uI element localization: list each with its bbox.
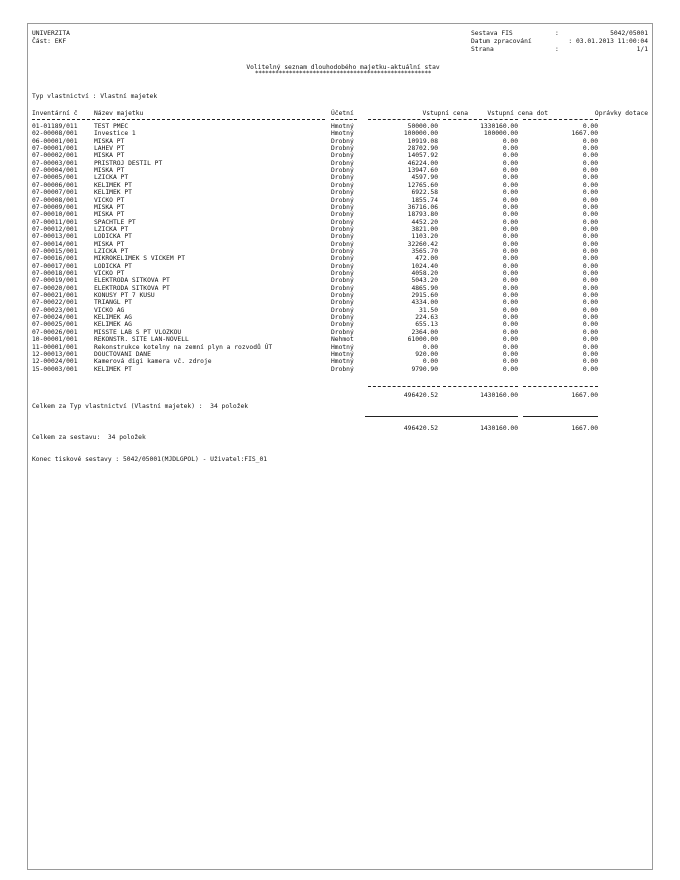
cell-inventory-no: 07-00020/001 — [32, 284, 78, 292]
table-row — [28, 344, 652, 351]
cell-asset-name: LODICKA PT — [94, 233, 132, 241]
cell-input-price-additional: 0.00 — [502, 321, 518, 329]
cell-adjustments: 0.00 — [582, 167, 598, 175]
cell-asset-name: VICKO PT — [94, 196, 125, 204]
total-adj: 1667.00 — [571, 425, 598, 432]
cell-input-price-additional: 0.00 — [502, 181, 518, 189]
cell-input-price: 4865.90 — [411, 284, 438, 292]
table-row — [28, 366, 652, 373]
cell-asset-name: SPACHTLE PT — [94, 218, 136, 226]
cell-input-price-additional: 0.00 — [502, 240, 518, 248]
cell-input-price: 655.13 — [415, 321, 438, 329]
page-number: 1/1 — [636, 46, 648, 53]
header-rule-price — [368, 119, 440, 120]
cell-input-price: 61000.00 — [407, 336, 438, 344]
cell-account-type: Drobný — [331, 321, 354, 329]
cell-input-price-additional: 0.00 — [502, 233, 518, 241]
cell-adjustments: 0.00 — [582, 336, 598, 344]
report-colon: : — [555, 30, 559, 37]
cell-input-price-additional: 0.00 — [502, 152, 518, 160]
cell-asset-name: KELIMEK PT — [94, 189, 132, 197]
cell-adjustments: 0.00 — [582, 174, 598, 182]
cell-asset-name: VICKO AG — [94, 306, 125, 314]
col-input-price-additional: Vstupní cena dot — [487, 110, 548, 117]
subtotal-adj: 1667.00 — [571, 392, 598, 399]
subtotal-price: 496420.52 — [403, 392, 438, 399]
cell-input-price-additional: 0.00 — [502, 255, 518, 263]
cell-asset-name: TRIANGL PT — [94, 299, 132, 307]
cell-account-type: Drobný — [331, 262, 354, 270]
cell-input-price-additional: 0.00 — [502, 306, 518, 314]
cell-adjustments: 0.00 — [582, 314, 598, 322]
cell-input-price: 4452.20 — [411, 218, 438, 226]
table-row — [28, 241, 652, 248]
cell-inventory-no: 12-00024/001 — [32, 358, 78, 366]
table-row — [28, 130, 652, 137]
cell-inventory-no: 07-00021/001 — [32, 292, 78, 300]
cell-input-price-additional: 0.00 — [502, 218, 518, 226]
cell-input-price: 6922.58 — [411, 189, 438, 197]
cell-adjustments: 0.00 — [582, 159, 598, 167]
cell-asset-name: PRISTROJ DESTIL PT — [94, 159, 163, 167]
cell-inventory-no: 10-00001/001 — [32, 336, 78, 344]
cell-inventory-no: 07-00004/001 — [32, 167, 78, 175]
cell-account-type: Drobný — [331, 159, 354, 167]
cell-asset-name: KELIMEK AG — [94, 321, 132, 329]
report-end-line: Konec tiskové sestavy : 5042/05001(MJDLGPOL) - Uživatel:FIS_01 — [32, 456, 268, 463]
cell-input-price-additional: 0.00 — [502, 174, 518, 182]
header-rule-name — [32, 119, 325, 120]
cell-inventory-no: 07-00011/001 — [32, 218, 78, 226]
cell-input-price-additional: 0.00 — [502, 211, 518, 219]
cell-input-price-additional: 1330160.00 — [480, 123, 518, 130]
subtotal-rule-price — [368, 386, 440, 387]
cell-input-price: 2364.00 — [411, 328, 438, 336]
cell-input-price: 224.63 — [415, 314, 438, 322]
cell-inventory-no: 06-00001/001 — [32, 137, 78, 145]
cell-input-price: 4058.20 — [411, 270, 438, 277]
cell-asset-name: ELEKTRODA SITKOVA PT — [94, 277, 170, 285]
cell-input-price: 920.00 — [415, 350, 438, 358]
cell-input-price-additional: 0.00 — [502, 328, 518, 336]
cell-input-price-additional: 0.00 — [502, 299, 518, 307]
cell-inventory-no: 07-00018/001 — [32, 270, 78, 277]
cell-account-type: Nehmot — [331, 336, 354, 344]
total-price: 496420.52 — [403, 425, 438, 432]
cell-asset-name: Investice 1 — [94, 130, 136, 138]
cell-inventory-no: 07-00013/001 — [32, 233, 78, 241]
title-underline: **************************************************** — [254, 70, 432, 77]
cell-asset-name: LODICKA PT — [94, 262, 132, 270]
cell-asset-name: LZICKA PT — [94, 247, 129, 255]
cell-input-price: 10919.08 — [407, 137, 438, 145]
cell-inventory-no: 07-00005/001 — [32, 174, 78, 182]
cell-account-type: Drobný — [331, 255, 354, 263]
cell-inventory-no: 07-00017/001 — [32, 262, 78, 270]
total-price-add: 1430160.00 — [480, 425, 518, 432]
cell-adjustments: 0.00 — [582, 233, 598, 241]
table-row — [28, 277, 652, 284]
cell-input-price-additional: 0.00 — [502, 336, 518, 344]
subtotal-rule-adj — [523, 386, 598, 387]
subtotal-price-add: 1430160.00 — [480, 392, 518, 399]
cell-asset-name: ELEKTRODA SITKOVA PT — [94, 284, 170, 292]
table-row — [28, 255, 652, 262]
cell-input-price: 14057.92 — [407, 152, 438, 160]
report-page — [27, 23, 653, 870]
cell-input-price: 1103.20 — [411, 233, 438, 241]
cell-asset-name: KELIMEK PT — [94, 365, 132, 373]
cell-account-type: Hmotný — [331, 123, 354, 130]
cell-input-price-additional: 0.00 — [502, 167, 518, 175]
cell-adjustments: 0.00 — [582, 181, 598, 189]
cell-inventory-no: 07-00008/001 — [32, 196, 78, 204]
cell-inventory-no: 07-00025/001 — [32, 321, 78, 329]
cell-adjustments: 0.00 — [582, 247, 598, 255]
cell-input-price-additional: 0.00 — [502, 270, 518, 277]
cell-inventory-no: 07-00006/001 — [32, 181, 78, 189]
date-label: Datum zpracování — [471, 38, 532, 45]
cell-inventory-no: 15-00003/001 — [32, 365, 78, 373]
cell-inventory-no: 11-00001/001 — [32, 343, 78, 351]
cell-adjustments: 0.00 — [582, 137, 598, 145]
cell-account-type: Drobný — [331, 196, 354, 204]
cell-adjustments: 0.00 — [582, 365, 598, 373]
subtotal-label: Celkem za Typ vlastnictví (Vlastní majetek) : 34 položek — [32, 403, 249, 410]
cell-input-price: 46224.00 — [407, 159, 438, 167]
cell-adjustments: 0.00 — [582, 277, 598, 285]
cell-adjustments: 0.00 — [582, 189, 598, 197]
cell-asset-name: Rekonstrukce kotelny na zemní plyn a rozvodů ÚT — [94, 343, 273, 351]
cell-account-type: Hmotný — [331, 343, 354, 351]
cell-adjustments: 0.00 — [582, 225, 598, 233]
cell-adjustments: 0.00 — [582, 262, 598, 270]
cell-account-type: Drobný — [331, 365, 354, 373]
cell-input-price-additional: 0.00 — [502, 314, 518, 322]
cell-asset-name: VICKO PT — [94, 270, 125, 277]
table-row — [28, 189, 652, 196]
cell-asset-name: MISKA PT — [94, 240, 125, 248]
total-rule-price-add — [443, 416, 518, 417]
cell-inventory-no: 01-01189/011 — [32, 123, 78, 130]
table-row — [28, 321, 652, 328]
cell-input-price: 1024.40 — [411, 262, 438, 270]
cell-asset-name: KELIMEK AG — [94, 314, 132, 322]
page-colon: : — [555, 46, 559, 53]
cell-asset-name: REKONSTR. SITE LAN-NOVELL — [94, 336, 189, 344]
col-asset-name: Název majetku — [94, 110, 144, 117]
cell-input-price-additional: 0.00 — [502, 365, 518, 373]
cell-input-price-additional: 0.00 — [502, 350, 518, 358]
cell-account-type: Drobný — [331, 314, 354, 322]
org-part: Část: EKF — [32, 38, 67, 45]
date-value: : 03.01.2013 11:00:04 — [568, 38, 648, 45]
cell-adjustments: 0.00 — [582, 255, 598, 263]
cell-adjustments: 0.00 — [582, 284, 598, 292]
cell-account-type: Drobný — [331, 284, 354, 292]
cell-input-price: 18793.80 — [407, 211, 438, 219]
cell-input-price: 50000.00 — [407, 123, 438, 130]
cell-account-type: Drobný — [331, 203, 354, 211]
total-label: Celkem za sestavu: 34 položek — [32, 434, 146, 441]
cell-input-price-additional: 0.00 — [502, 145, 518, 153]
cell-asset-name: MISKA PT — [94, 152, 125, 160]
table-row — [28, 329, 652, 336]
cell-adjustments: 0.00 — [582, 306, 598, 314]
cell-input-price-additional: 0.00 — [502, 284, 518, 292]
cell-account-type: Drobný — [331, 299, 354, 307]
cell-account-type: Drobný — [331, 240, 354, 248]
cell-account-type: Drobný — [331, 174, 354, 182]
cell-account-type: Drobný — [331, 247, 354, 255]
header-rule-price-add — [443, 119, 518, 120]
cell-adjustments: 0.00 — [582, 350, 598, 358]
table-row — [28, 285, 652, 292]
cell-asset-name: MISKA PT — [94, 211, 125, 219]
cell-inventory-no: 07-00016/001 — [32, 255, 78, 263]
cell-input-price: 3565.70 — [411, 247, 438, 255]
cell-inventory-no: 07-00007/001 — [32, 189, 78, 197]
cell-account-type: Drobný — [331, 152, 354, 160]
total-rule-adj — [523, 416, 598, 417]
col-adjustments: Oprávky dotace — [594, 110, 648, 117]
cell-input-price: 5043.20 — [411, 277, 438, 285]
cell-account-type: Drobný — [331, 189, 354, 197]
cell-input-price: 100000.00 — [403, 130, 438, 138]
cell-input-price: 36716.06 — [407, 203, 438, 211]
col-inventory-no: Inventární č — [32, 110, 78, 117]
cell-adjustments: 0.00 — [582, 358, 598, 366]
cell-account-type: Drobný — [331, 328, 354, 336]
col-account-type: Účetní — [331, 110, 354, 117]
table-row — [28, 219, 652, 226]
cell-inventory-no: 07-00024/001 — [32, 314, 78, 322]
report-title: Volitelný seznam dlouhodobého majetku-aktuální stav — [246, 64, 440, 71]
cell-account-type: Drobný — [331, 292, 354, 300]
cell-input-price: 4334.00 — [411, 299, 438, 307]
cell-input-price-additional: 0.00 — [502, 358, 518, 366]
table-row — [28, 160, 652, 167]
total-rule-price — [365, 416, 443, 417]
cell-input-price-additional: 0.00 — [502, 262, 518, 270]
report-number: 5042/05001 — [610, 30, 648, 37]
cell-input-price-additional: 0.00 — [502, 189, 518, 197]
org-name: UNIVERZITA — [32, 30, 70, 37]
cell-inventory-no: 07-00002/001 — [32, 152, 78, 160]
cell-adjustments: 0.00 — [582, 299, 598, 307]
cell-adjustments: 0.00 — [582, 145, 598, 153]
cell-adjustments: 0.00 — [582, 152, 598, 160]
cell-account-type: Drobný — [331, 306, 354, 314]
cell-asset-name: MISKA PT — [94, 203, 125, 211]
table-row — [28, 152, 652, 159]
cell-input-price: 32260.42 — [407, 240, 438, 248]
col-input-price: Vstupní cena — [422, 110, 468, 117]
cell-adjustments: 1667.00 — [571, 130, 598, 138]
cell-input-price-additional: 0.00 — [502, 292, 518, 300]
cell-input-price: 2915.60 — [411, 292, 438, 300]
table-row — [28, 174, 652, 181]
header-rule-acct — [331, 119, 357, 120]
table-row — [28, 138, 652, 145]
cell-input-price-additional: 0.00 — [502, 137, 518, 145]
cell-account-type: Drobný — [331, 145, 354, 153]
cell-input-price-additional: 100000.00 — [483, 130, 518, 138]
cell-input-price: 1855.74 — [411, 196, 438, 204]
ownership-type: Typ vlastnictví : Vlastní majetek — [32, 93, 158, 100]
cell-input-price: 13947.60 — [407, 167, 438, 175]
cell-asset-name: Kamerová digi kamera vč. zdroje — [94, 358, 212, 366]
cell-asset-name: LAHEV PT — [94, 145, 125, 153]
cell-asset-name: DOUCTOVANI DANE — [94, 350, 151, 358]
cell-adjustments: 0.00 — [582, 218, 598, 226]
cell-account-type: Drobný — [331, 225, 354, 233]
cell-input-price-additional: 0.00 — [502, 196, 518, 204]
cell-input-price: 28702.90 — [407, 145, 438, 153]
cell-account-type: Hmotný — [331, 350, 354, 358]
cell-input-price: 0.00 — [422, 343, 438, 351]
cell-inventory-no: 07-00023/001 — [32, 306, 78, 314]
cell-account-type: Drobný — [331, 181, 354, 189]
cell-inventory-no: 07-00012/001 — [32, 225, 78, 233]
cell-input-price-additional: 0.00 — [502, 343, 518, 351]
cell-account-type: Drobný — [331, 233, 354, 241]
header-rule-adj — [523, 119, 598, 120]
table-row — [28, 358, 652, 365]
cell-input-price-additional: 0.00 — [502, 203, 518, 211]
cell-inventory-no: 12-00013/001 — [32, 350, 78, 358]
page-label: Strana — [471, 46, 494, 53]
cell-asset-name: MISSTE LAB S PT VLOZKOU — [94, 328, 182, 336]
cell-adjustments: 0.00 — [582, 211, 598, 219]
cell-input-price-additional: 0.00 — [502, 247, 518, 255]
cell-input-price: 472.00 — [415, 255, 438, 263]
cell-input-price: 4597.90 — [411, 174, 438, 182]
cell-asset-name: KONUSY PT 7 KUSU — [94, 292, 155, 300]
cell-asset-name: LZICKA PT — [94, 225, 129, 233]
cell-account-type: Drobný — [331, 167, 354, 175]
cell-inventory-no: 07-00015/001 — [32, 247, 78, 255]
cell-account-type: Hmotný — [331, 358, 354, 366]
subtotal-rule-price-add — [443, 386, 518, 387]
table-row — [28, 197, 652, 204]
table-row — [28, 307, 652, 314]
cell-input-price-additional: 0.00 — [502, 159, 518, 167]
cell-account-type: Drobný — [331, 270, 354, 277]
cell-adjustments: 0.00 — [582, 343, 598, 351]
cell-inventory-no: 07-00003/001 — [32, 159, 78, 167]
cell-asset-name: TEST PMEC — [94, 123, 129, 130]
cell-input-price: 9790.90 — [411, 365, 438, 373]
report-label: Sestava FIS — [471, 30, 513, 37]
cell-adjustments: 0.00 — [582, 123, 598, 130]
cell-input-price: 31.50 — [419, 306, 438, 314]
cell-asset-name: MISKA PT — [94, 137, 125, 145]
cell-inventory-no: 07-00009/001 — [32, 203, 78, 211]
cell-account-type: Hmotný — [331, 130, 354, 138]
table-row — [28, 299, 652, 306]
cell-inventory-no: 07-00010/001 — [32, 211, 78, 219]
cell-asset-name: LZICKA PT — [94, 174, 129, 182]
cell-asset-name: MISKA PT — [94, 167, 125, 175]
cell-input-price: 0.00 — [422, 358, 438, 366]
cell-inventory-no: 07-00019/001 — [32, 277, 78, 285]
cell-account-type: Drobný — [331, 211, 354, 219]
cell-inventory-no: 07-00022/001 — [32, 299, 78, 307]
cell-asset-name: MIKROKELIMEK S VICKEM PT — [94, 255, 185, 263]
cell-adjustments: 0.00 — [582, 240, 598, 248]
cell-inventory-no: 02-00008/001 — [32, 130, 78, 138]
cell-account-type: Drobný — [331, 137, 354, 145]
cell-adjustments: 0.00 — [582, 196, 598, 204]
cell-inventory-no: 07-00014/001 — [32, 240, 78, 248]
table-row — [28, 211, 652, 218]
cell-inventory-no: 07-00026/001 — [32, 328, 78, 336]
cell-input-price-additional: 0.00 — [502, 277, 518, 285]
cell-inventory-no: 07-00001/001 — [32, 145, 78, 153]
cell-account-type: Drobný — [331, 218, 354, 226]
cell-adjustments: 0.00 — [582, 203, 598, 211]
cell-adjustments: 0.00 — [582, 270, 598, 277]
cell-account-type: Drobný — [331, 277, 354, 285]
cell-input-price-additional: 0.00 — [502, 225, 518, 233]
cell-adjustments: 0.00 — [582, 321, 598, 329]
table-row — [28, 233, 652, 240]
table-row — [28, 336, 652, 343]
cell-asset-name: KELIMEK PT — [94, 181, 132, 189]
cell-input-price: 12765.60 — [407, 181, 438, 189]
cell-input-price: 3821.00 — [411, 225, 438, 233]
cell-adjustments: 0.00 — [582, 328, 598, 336]
table-row — [28, 263, 652, 270]
cell-adjustments: 0.00 — [582, 292, 598, 300]
